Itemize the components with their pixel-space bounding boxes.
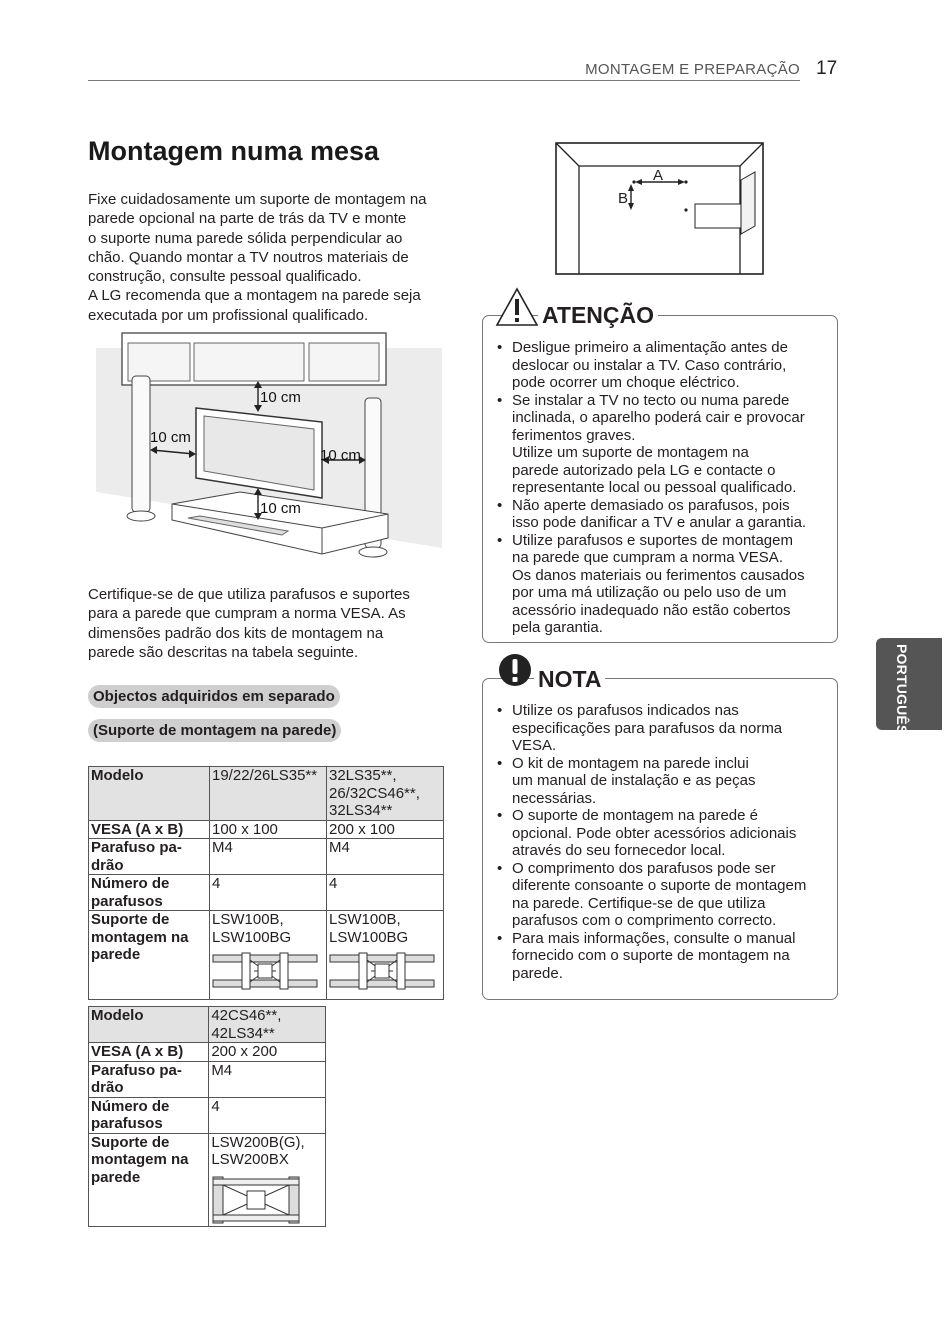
note-list xyxy=(495,702,830,982)
mount-label xyxy=(89,1133,209,1226)
intro-line: Fixe cuidadosamente um suporte de montagem na xyxy=(88,191,427,208)
list-item xyxy=(495,930,830,983)
model-a xyxy=(209,1007,326,1043)
item-line: Se instalar a TV no tecto ou numa parede xyxy=(512,391,790,409)
dist-right-label: 10 cm xyxy=(320,447,361,464)
item-line: Desligue primeiro a alimentação antes de xyxy=(512,339,788,356)
item-line: na parede que cumpram a norma VESA. xyxy=(512,549,783,566)
wall-mount-pill: (Suporte de montagem na parede) xyxy=(88,719,341,742)
mount-a xyxy=(209,1133,326,1226)
model-a-line: 42CS46**, xyxy=(211,1007,282,1024)
vesa-line: dimensões padrão dos kits de montagem na xyxy=(88,624,384,642)
item-line: parede. xyxy=(512,964,563,982)
item-line: Utilize parafusos e suportes de montagem xyxy=(512,531,793,549)
model-label: Modelo xyxy=(89,1007,209,1043)
mount-b-line: LSW100BG xyxy=(329,928,409,946)
dist-top-label: 10 cm xyxy=(260,389,301,406)
screw-b: M4 xyxy=(327,839,444,875)
table-row xyxy=(89,1097,326,1133)
model-b-line: 32LS35**, xyxy=(329,767,397,784)
dist-bottom-label: 10 cm xyxy=(260,500,301,517)
item-line: Não aperte demasiado os parafusos, pois xyxy=(512,496,790,514)
count-label-line: Número de xyxy=(91,1097,170,1115)
bracket-image xyxy=(212,952,318,990)
attention-title: ATENÇÃO xyxy=(538,302,658,329)
attention-list xyxy=(495,339,830,637)
wall-distance-diagram xyxy=(555,142,765,276)
table-row xyxy=(89,820,444,839)
mount-label-line: montagem na xyxy=(91,1151,189,1168)
header-rule xyxy=(88,80,800,81)
intro-paragraph xyxy=(88,190,448,325)
item-line: O comprimento dos parafusos pode ser xyxy=(512,859,776,877)
page-title: Montagem numa mesa xyxy=(88,136,380,166)
count-label-line: parafusos xyxy=(91,1115,163,1132)
screw-label-line: Parafuso pa- xyxy=(91,839,182,856)
screw-label-line: Parafuso pa- xyxy=(91,1061,182,1079)
list-item xyxy=(495,532,830,637)
mount-label-line: parede xyxy=(91,946,141,963)
item-line: Utilize um suporte de montagem na xyxy=(512,444,749,461)
item-line: representante local ou pessoal qualificado. xyxy=(512,479,797,496)
warning-icon xyxy=(495,287,539,327)
list-item xyxy=(495,860,830,930)
item-line: pela garantia. xyxy=(512,619,603,636)
vesa-label: VESA (A x B) xyxy=(89,1043,209,1062)
mount-a-line: LSW100B, xyxy=(212,911,284,928)
table-row xyxy=(89,1007,326,1043)
item-line: VESA. xyxy=(512,737,557,754)
screw-label xyxy=(89,1061,209,1097)
item-line: Os danos materiais ou ferimentos causados xyxy=(512,566,805,584)
vesa-b: 200 x 100 xyxy=(327,820,444,839)
table-row xyxy=(89,911,444,1000)
item-line: Para mais informações, consulte o manual xyxy=(512,929,796,947)
count-b: 4 xyxy=(327,875,444,911)
mount-a-line: LSW100BG xyxy=(212,928,292,946)
purchased-separately-pill: Objectos adquiridos em separado xyxy=(88,685,340,708)
item-line: O kit de montagem na parede inclui xyxy=(512,754,749,772)
model-a-line: 42LS34** xyxy=(211,1024,275,1042)
table-row xyxy=(89,767,444,821)
dist-left-label: 10 cm xyxy=(150,429,191,446)
mount-a xyxy=(210,911,327,1000)
intro-line: construção, consulte pessoal qualificado. xyxy=(88,268,362,286)
count-label xyxy=(89,875,210,911)
item-line: Utilize os parafusos indicados nas xyxy=(512,702,739,719)
list-item xyxy=(495,755,830,808)
count-a: 4 xyxy=(209,1097,326,1133)
intro-line: chão. Quando montar a TV noutros materiais de xyxy=(88,248,409,266)
vesa-line: Certifique-se de que utiliza parafusos e suportes xyxy=(88,586,410,603)
item-line: parede autorizado pela LG e contacte o xyxy=(512,461,776,479)
item-line: O suporte de montagem na parede é xyxy=(512,807,758,824)
spec-table-1 xyxy=(88,766,444,1000)
mount-label-line: Suporte de xyxy=(91,911,170,928)
mount-label-line: Suporte de xyxy=(91,1133,170,1151)
spec-table-2 xyxy=(88,1006,326,1227)
installation-illustration xyxy=(92,330,447,570)
count-label-line: parafusos xyxy=(91,892,163,910)
screw-label-line: drão xyxy=(91,1079,124,1096)
item-line: necessárias. xyxy=(512,789,597,807)
item-line: opcional. Pode obter acessórios adicionais xyxy=(512,824,797,842)
model-a: 19/22/26LS35** xyxy=(210,767,327,821)
table-row xyxy=(89,875,444,911)
list-item xyxy=(495,807,830,860)
item-line: pode ocorrer um choque eléctrico. xyxy=(512,374,740,391)
mount-label-line: parede xyxy=(91,1168,141,1186)
intro-line: A LG recomenda que a montagem na parede seja xyxy=(88,287,421,305)
item-line: através do seu fornecedor local. xyxy=(512,842,726,859)
vesa-label: VESA (A x B) xyxy=(89,820,210,839)
item-line: na parede. Certifique-se de que utiliza xyxy=(512,894,766,912)
screw-label-line: drão xyxy=(91,856,124,874)
bracket-image xyxy=(211,1175,301,1225)
vesa-a: 100 x 100 xyxy=(210,820,327,839)
label-b: B xyxy=(618,190,629,207)
model-b-line: 26/32CS46**, xyxy=(329,784,420,802)
vesa-line: parede são descritas na tabela seguinte. xyxy=(88,643,359,661)
screw-a: M4 xyxy=(209,1061,326,1097)
table-row xyxy=(89,1133,326,1226)
item-line: acessório inadequado não estão cobertos xyxy=(512,601,791,619)
mount-b-line: LSW100B, xyxy=(329,911,401,928)
language-tab xyxy=(876,638,942,735)
list-item xyxy=(495,392,830,497)
table-row xyxy=(89,1043,326,1062)
item-line: isso pode danificar a TV e anular a garantia. xyxy=(512,514,807,531)
vesa-paragraph xyxy=(88,585,458,662)
language-tab-label: PORTUGUÊS xyxy=(894,644,910,735)
vesa-a: 200 x 200 xyxy=(209,1043,326,1062)
mount-a-line: LSW200B(G), xyxy=(211,1133,305,1151)
model-b-line: 32LS34** xyxy=(329,802,393,819)
item-line: deslocar ou instalar a TV. Caso contrário, xyxy=(512,356,787,374)
table-row xyxy=(89,1061,326,1097)
bracket-image xyxy=(329,952,435,990)
mount-label-line: montagem na xyxy=(91,928,189,946)
model-b xyxy=(327,767,444,821)
item-line: um manual de instalação e as peças xyxy=(512,772,756,789)
intro-line: o suporte numa parede sólida perpendicular ao xyxy=(88,229,403,247)
intro-line: parede opcional na parte de trás da TV e monte xyxy=(88,210,407,228)
list-item xyxy=(495,702,830,755)
note-icon xyxy=(497,652,533,688)
screw-label xyxy=(89,839,210,875)
model-label: Modelo xyxy=(89,767,210,821)
screw-a: M4 xyxy=(210,839,327,875)
item-line: parafusos com o comprimento correcto. xyxy=(512,912,777,929)
page-number: 17 xyxy=(816,58,838,79)
mount-b xyxy=(327,911,444,1000)
note-title: NOTA xyxy=(534,666,605,693)
intro-line: executada por um profissional qualificado. xyxy=(88,306,369,324)
vesa-line: para a parede que cumpram a norma VESA. As xyxy=(88,605,406,623)
item-line: ferimentos graves. xyxy=(512,426,636,444)
item-line: diferente consoante o suporte de montagem xyxy=(512,877,807,894)
mount-label xyxy=(89,911,210,1000)
mount-a-line: LSW200BX xyxy=(211,1151,289,1168)
item-line: especificações para parafusos da norma xyxy=(512,719,783,737)
list-item xyxy=(495,497,830,532)
table-row xyxy=(89,839,444,875)
count-label-line: Número de xyxy=(91,875,170,892)
count-label xyxy=(89,1097,209,1133)
item-line: inclinada, o aparelho poderá cair e provocar xyxy=(512,409,805,426)
item-line: por uma má utilização ou pelo uso de um xyxy=(512,584,787,601)
count-a: 4 xyxy=(210,875,327,911)
label-a: A xyxy=(653,167,664,184)
list-item xyxy=(495,339,830,392)
section-header: MONTAGEM E PREPARAÇÃO xyxy=(585,61,800,78)
item-line: fornecido com o suporte de montagem na xyxy=(512,947,790,964)
